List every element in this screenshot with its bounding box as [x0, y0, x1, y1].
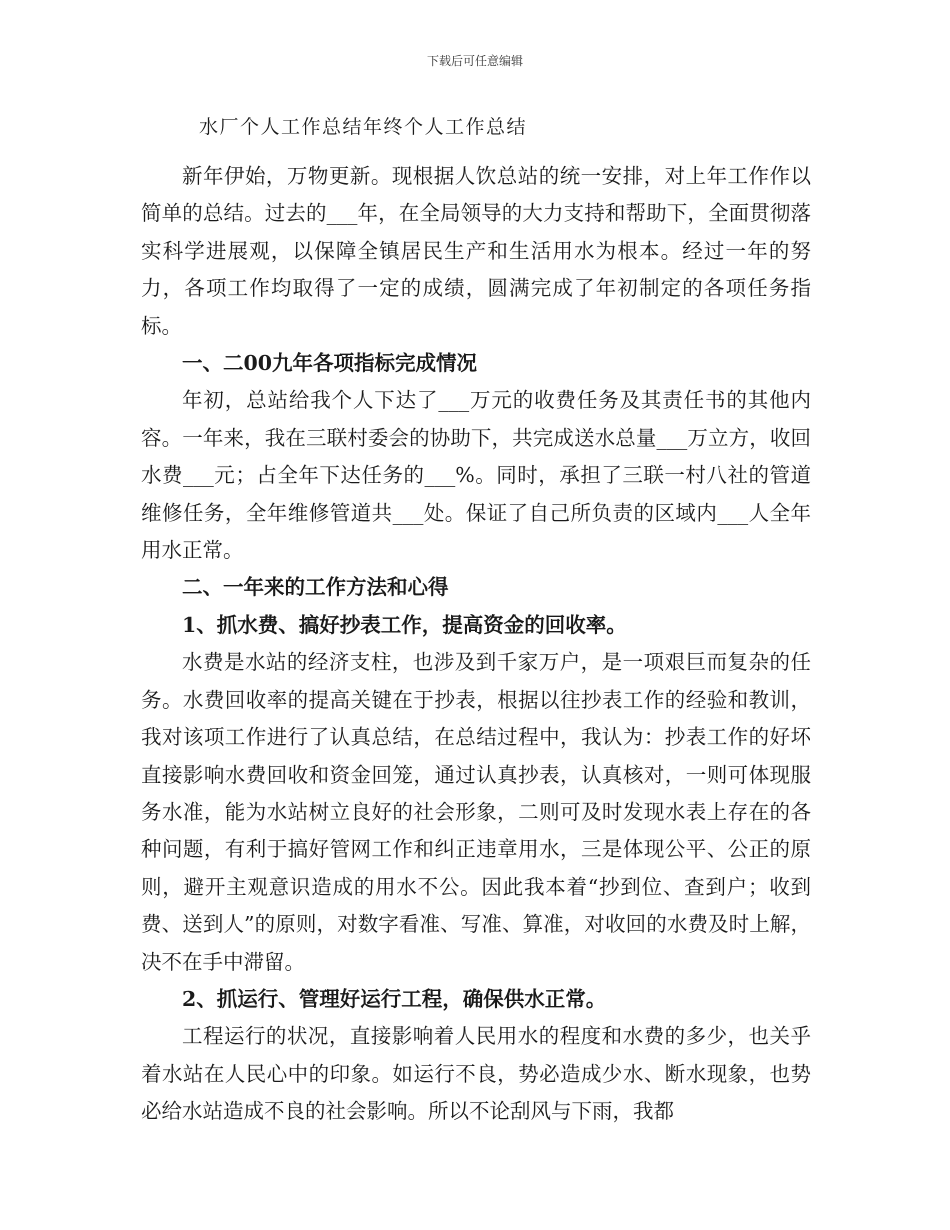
document-body	[141, 112, 811, 1131]
document-title: 水厂个人工作总结年终个人工作总结	[199, 116, 528, 138]
intro-paragraph: 新年伊始，万物更新。现根据人饮总站的统一安排，对上年工作作以简单的总结。过去的___年，在全局领导的大力支持和帮助下，全面贯彻落实科学进展观，以保障全镇居民生产和生活用水为根本。经过一年的努力，各项工作均取得了一定的成绩，圆满完成了年初制定的各项任务指标。	[141, 164, 811, 338]
header-note: 下载后可任意编辑	[426, 54, 523, 68]
subsection-2-paragraph: 工程运行的状况，直接影响着人民用水的程度和水费的多少，也关乎着水站在人民心中的印象。如运行不良，势必造成少水、断水现象，也势必给水站造成不良的社会影响。所以不论刮风与下雨，我都	[141, 1024, 811, 1124]
section-1-paragraph: 年初，总站给我个人下达了___万元的收费任务及其责任书的其他内容。一年来，我在三联村委会的协助下，共完成送水总量___万立方，收回水费___元；占全年下达任务的___%。同时，承担了三联一村八社的管道维修任务，全年维修管道共___处。保证了自己所负责的区域内___人全年用水正常。	[141, 388, 811, 563]
subsection-heading-1: 1、抓水费、搞好抄表工作，提高资金的回收率。	[182, 612, 627, 637]
subsection-heading-2: 2、抓运行、管理好运行工程，确保供水正常。	[182, 986, 607, 1011]
subsection-1-paragraph: 水费是水站的经济支柱，也涉及到千家万户，是一项艰巨而复杂的任务。水费回收率的提高关键在于抄表，根据以往抄表工作的经验和教训，我对该项工作进行了认真总结，在总结过程中，我认为：抄表工作的好坏直接影响水费回收和资金回笼，通过认真抄表，认真核对，一则可体现服务水准，能为水站树立良好的社会形象，二则可及时发现水表上存在的各种问题，有利于搞好管网工作和纠正违章用水，三是体现公平、公正的原则，避开主观意识造成的用水不公。因此我本着“抄到位、查到户；收到费、送到人”的原则，对数字看准、写准、算准，对收回的水费及时上解，决不在手中滞留。	[141, 650, 811, 974]
section-heading-2: 二、一年来的工作方法和心得	[182, 575, 449, 600]
section-heading-1: 一、二00九年各项指标完成情况	[182, 351, 478, 376]
